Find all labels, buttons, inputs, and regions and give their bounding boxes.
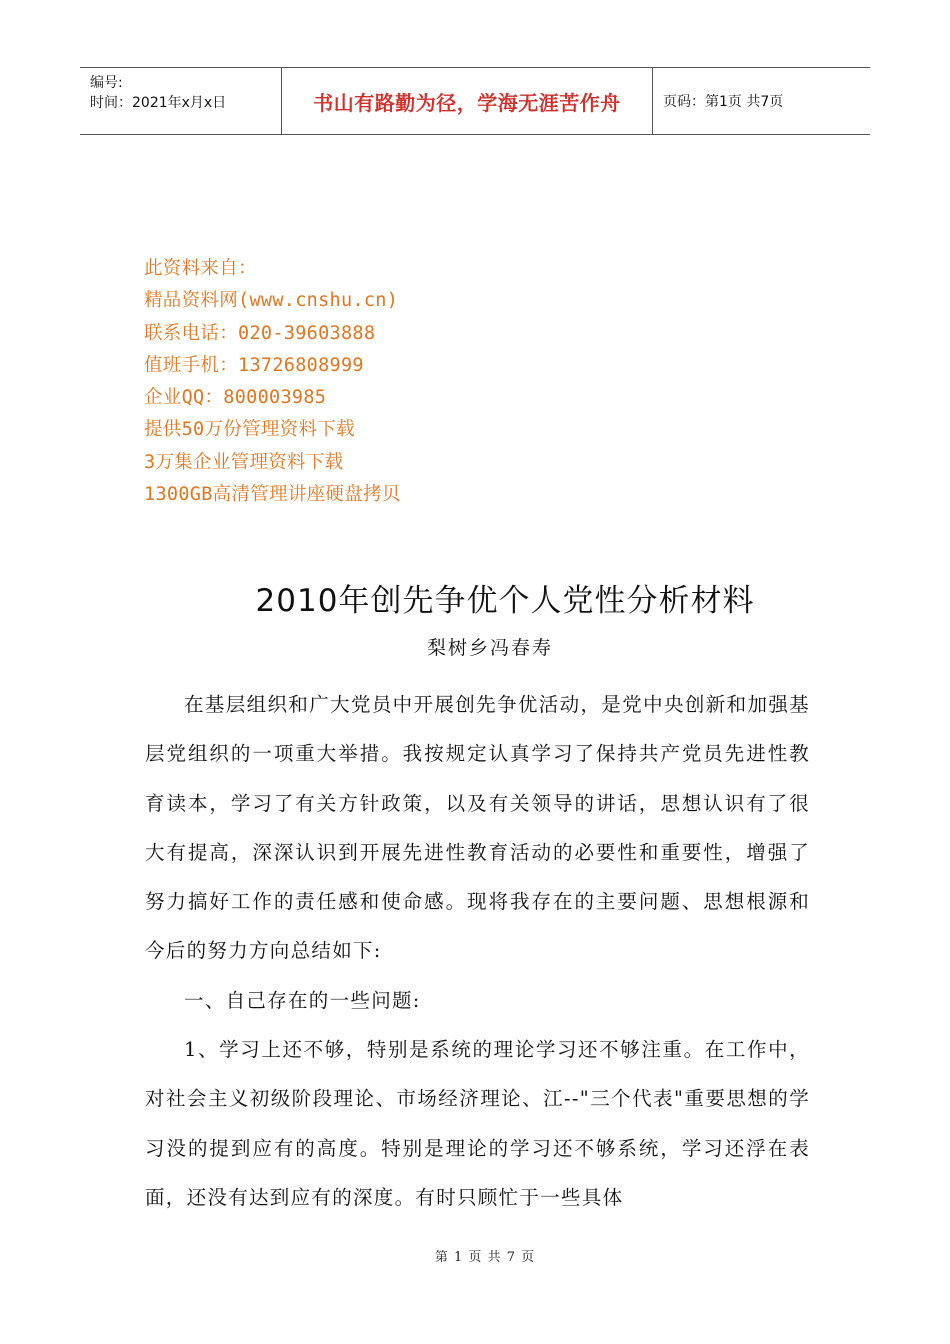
source-promo-line: 1300GB高清管理讲座硬盘拷贝 xyxy=(144,484,401,506)
source-website-line: 精品资料网(www.cnshu.cn) xyxy=(144,290,399,312)
document-title: 2010年创先争优个人党性分析材料 xyxy=(255,583,755,619)
body-paragraph: 1、学习上还不够，特别是系统的理论学习还不够注重。在工作中，对社会主义初级阶段理论、市场经济理论、江--"三个代表"重要思想的学习没的提到应有的高度。特别是理论的学习还不够系统，学习还浮在表面，还没有达到应有的深度。有时只顾忙于一些具体 xyxy=(145,1038,810,1209)
serial-label: 编号: xyxy=(90,75,123,91)
section-heading: 一、自己存在的一些问题: xyxy=(184,988,421,1012)
source-qq-line: 企业QQ：800003985 xyxy=(144,387,327,409)
source-promo-line: 提供50万份管理资料下载 xyxy=(144,419,355,441)
header-table xyxy=(80,67,870,135)
body-paragraph: 在基层组织和广大党员中开展创先争优活动，是党中央创新和加强基层党组织的一项重大举措。我按规定认真学习了保持共产党员先进性教育读本，学习了有关方针政策，以及有关领导的讲话，思想认识有了很大有提高，深深认识到开展先进性教育活动的必要性和重要性，增强了努力搞好工作的责任感和使命感。现将我存在的主要问题、思想根源和今后的努力方向总结如下: xyxy=(145,693,810,963)
header-page-info: 页码：第1页 共7页 xyxy=(663,94,784,110)
source-phone-line: 联系电话：020-39603888 xyxy=(144,322,376,344)
source-info-block xyxy=(144,253,401,511)
source-promo-line: 3万集企业管理资料下载 xyxy=(144,451,344,473)
source-line: 此资料来自： xyxy=(144,258,257,279)
header-motto: 书山有路勤为径，学海无涯苦作舟 xyxy=(282,68,653,134)
header-meta-cell xyxy=(80,68,282,134)
document-body xyxy=(145,680,810,1222)
page-footer: 第 1 页 共 7 页 xyxy=(434,1250,536,1265)
source-mobile-line: 值班手机：13726808999 xyxy=(144,354,364,376)
time-label: 时间：2021年x月x日 xyxy=(90,95,227,111)
document-author: 梨树乡冯春寿 xyxy=(426,637,553,659)
